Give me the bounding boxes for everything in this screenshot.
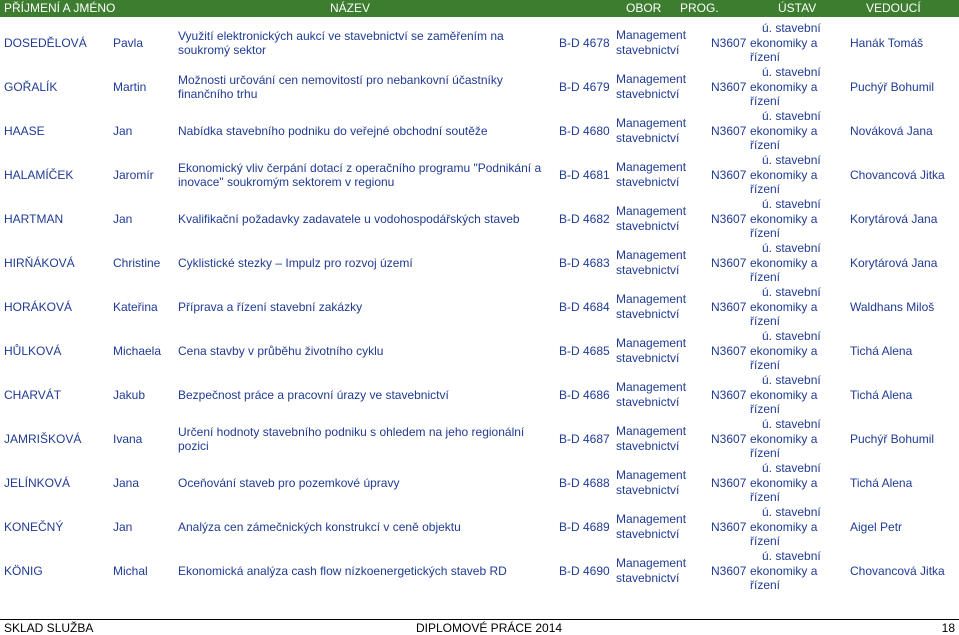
column-header-bar (0, 0, 959, 17)
table-row (0, 329, 959, 373)
institute (750, 549, 846, 593)
institute-line3: řízení (750, 182, 781, 197)
study-field-line1: Management (616, 292, 687, 306)
table-row (0, 241, 959, 285)
study-field (616, 417, 704, 461)
table-row (0, 21, 959, 65)
thesis-code: B-D 4679 (559, 80, 610, 94)
page-number: 18 (941, 621, 955, 635)
student-surname: GOŘALÍK (4, 80, 58, 94)
thesis-code: B-D 4690 (559, 564, 610, 578)
institute-line1: ú. stavební (762, 417, 821, 432)
study-program: N3607 (711, 476, 747, 490)
study-program: N3607 (711, 564, 747, 578)
institute (750, 417, 846, 461)
thesis-title: Ekonomický vliv čerpání dotací z operačního programu "Podnikání a inovace" soukromým sektorem v regionu (178, 161, 542, 189)
institute-line3: řízení (750, 578, 781, 593)
study-field-line2: stavebnictví (616, 571, 680, 585)
student-firstname: Jaromír (113, 168, 154, 182)
study-field (616, 21, 704, 65)
thesis-title: Příprava a řízení stavební zakázky (178, 300, 363, 314)
institute-line3: řízení (750, 314, 781, 329)
study-field-line1: Management (616, 556, 687, 570)
table-row (0, 153, 959, 197)
study-field (616, 109, 704, 153)
thesis-list (0, 21, 959, 593)
thesis-code: B-D 4686 (559, 388, 610, 402)
institute-line3: řízení (750, 50, 781, 65)
thesis-code: B-D 4681 (559, 168, 610, 182)
thesis-title: Možnosti určování cen nemovitostí pro nebankovní účastníky finančního trhu (178, 73, 503, 101)
institute-line2: ekonomiky a (750, 563, 818, 578)
supervisor-name: Tichá Alena (850, 344, 913, 358)
study-field-line2: stavebnictví (616, 439, 680, 453)
student-firstname: Michaela (113, 344, 162, 358)
study-field-line2: stavebnictví (616, 395, 680, 409)
study-program: N3607 (711, 344, 747, 358)
study-field-line1: Management (616, 248, 687, 262)
study-program: N3607 (711, 36, 747, 50)
institute-line2: ekonomiky a (750, 79, 818, 94)
student-surname: KONEČNÝ (4, 520, 64, 534)
institute-line2: ekonomiky a (750, 387, 818, 402)
thesis-title: Nabídka stavebního podniku do veřejné obchodní soutěže (178, 124, 488, 138)
student-firstname: Jan (113, 212, 133, 226)
supervisor-name: Hanák Tomáš (850, 36, 924, 50)
supervisor-name: Chovancová Jitka (850, 564, 945, 578)
footer-center: DIPLOMOVÉ PRÁCE 2014 (416, 621, 563, 635)
thesis-title: Cyklistické stezky – Impulz pro rozvoj území (178, 256, 413, 270)
thesis-title: Kvalifikační požadavky zadavatele u vodohospodářských staveb (178, 212, 520, 226)
study-program: N3607 (711, 520, 747, 534)
study-program: N3607 (711, 388, 747, 402)
thesis-title: Ekonomická analýza cash flow nízkoenergetických staveb RD (178, 564, 507, 578)
study-field-line1: Management (616, 468, 687, 482)
student-surname: HALAMÍČEK (4, 168, 74, 182)
supervisor-name: Puchýř Bohumil (850, 80, 935, 94)
institute-line3: řízení (750, 402, 781, 417)
thesis-title: Bezpečnost práce a pracovní úrazy ve stavebnictví (178, 388, 449, 402)
thesis-title: Určení hodnoty stavebního podniku s ohledem na jeho regionální pozici (178, 425, 525, 453)
student-firstname: Ivana (113, 432, 143, 446)
institute (750, 329, 846, 373)
institute (750, 505, 846, 549)
institute-line1: ú. stavební (762, 65, 821, 80)
institute-line1: ú. stavební (762, 285, 821, 300)
thesis-code: B-D 4684 (559, 300, 610, 314)
footer-left: SKLAD SLUŽBA (4, 621, 94, 635)
study-field (616, 65, 704, 109)
study-field (616, 153, 704, 197)
thesis-title: Oceňování staveb pro pozemkové úpravy (178, 476, 400, 490)
institute (750, 197, 846, 241)
institute-line2: ekonomiky a (750, 475, 818, 490)
study-field-line1: Management (616, 512, 687, 526)
institute (750, 21, 846, 65)
institute-line2: ekonomiky a (750, 211, 818, 226)
student-firstname: Jan (113, 124, 133, 138)
institute-line2: ekonomiky a (750, 299, 818, 314)
supervisor-name: Korytárová Jana (850, 212, 938, 226)
institute-line3: řízení (750, 446, 781, 461)
institute-line3: řízení (750, 226, 781, 241)
study-program: N3607 (711, 212, 747, 226)
supervisor-name: Nováková Jana (850, 124, 933, 138)
thesis-code: B-D 4685 (559, 344, 610, 358)
institute (750, 241, 846, 285)
supervisor-name: Aigel Petr (850, 520, 903, 534)
student-firstname: Martin (113, 80, 147, 94)
table-row (0, 461, 959, 505)
institute (750, 285, 846, 329)
supervisor-name: Puchýř Bohumil (850, 432, 935, 446)
table-row (0, 197, 959, 241)
institute (750, 461, 846, 505)
study-field-line1: Management (616, 380, 687, 394)
institute-line1: ú. stavební (762, 241, 821, 256)
student-surname: DOSEDĚLOVÁ (4, 36, 87, 50)
thesis-code: B-D 4689 (559, 520, 610, 534)
table-row (0, 285, 959, 329)
supervisor-name: Tichá Alena (850, 388, 913, 402)
institute-line3: řízení (750, 94, 781, 109)
thesis-code: B-D 4688 (559, 476, 610, 490)
student-firstname: Pavla (113, 36, 144, 50)
student-surname: CHARVÁT (4, 388, 62, 402)
student-surname: HORÁKOVÁ (4, 300, 73, 314)
study-field-line1: Management (616, 28, 687, 42)
institute-line2: ekonomiky a (750, 519, 818, 534)
study-field-line2: stavebnictví (616, 175, 680, 189)
institute (750, 373, 846, 417)
student-surname: HŮLKOVÁ (4, 344, 62, 358)
study-program: N3607 (711, 80, 747, 94)
institute-line2: ekonomiky a (750, 167, 818, 182)
institute-line1: ú. stavební (762, 373, 821, 388)
study-field-line1: Management (616, 204, 687, 218)
institute-line1: ú. stavební (762, 197, 821, 212)
student-surname: KÖNIG (4, 564, 43, 578)
table-row (0, 65, 959, 109)
thesis-code: B-D 4682 (559, 212, 610, 226)
institute-line1: ú. stavební (762, 549, 821, 564)
institute-line1: ú. stavební (762, 109, 821, 124)
thesis-code: B-D 4687 (559, 432, 610, 446)
institute-line2: ekonomiky a (750, 343, 818, 358)
header-field: OBOR (626, 1, 662, 15)
header-institute: ÚSTAV (778, 1, 817, 15)
institute-line1: ú. stavební (762, 153, 821, 168)
institute-line3: řízení (750, 138, 781, 153)
student-surname: JELÍNKOVÁ (4, 476, 71, 490)
institute (750, 65, 846, 109)
study-field (616, 505, 704, 549)
institute-line1: ú. stavební (762, 21, 821, 36)
study-program: N3607 (711, 124, 747, 138)
institute-line1: ú. stavební (762, 461, 821, 476)
thesis-title: Cena stavby v průběhu životního cyklu (178, 344, 384, 358)
study-program: N3607 (711, 168, 747, 182)
table-row (0, 373, 959, 417)
student-surname: JAMRIŠKOVÁ (4, 432, 82, 446)
student-firstname: Jana (113, 476, 140, 490)
supervisor-name: Korytárová Jana (850, 256, 938, 270)
student-firstname: Jan (113, 520, 133, 534)
study-field-line2: stavebnictví (616, 131, 680, 145)
institute-line3: řízení (750, 534, 781, 549)
study-field-line2: stavebnictví (616, 87, 680, 101)
study-field-line2: stavebnictví (616, 351, 680, 365)
institute (750, 109, 846, 153)
study-field (616, 241, 704, 285)
table-row (0, 109, 959, 153)
header-program: PROG. (680, 1, 719, 15)
header-supervisor: VEDOUCÍ (866, 1, 921, 15)
student-firstname: Kateřina (113, 300, 158, 314)
thesis-code: B-D 4678 (559, 36, 610, 50)
student-firstname: Jakub (113, 388, 146, 402)
institute-line3: řízení (750, 490, 781, 505)
table-row (0, 417, 959, 461)
study-program: N3607 (711, 432, 747, 446)
study-field-line2: stavebnictví (616, 263, 680, 277)
student-surname: HAASE (4, 124, 45, 138)
study-field-line2: stavebnictví (616, 43, 680, 57)
study-field-line1: Management (616, 336, 687, 350)
thesis-title: Využití elektronických aukcí ve stavebnictví se zaměřením na soukromý sektor (178, 29, 504, 57)
student-firstname: Michal (113, 564, 148, 578)
study-field-line1: Management (616, 160, 687, 174)
study-program: N3607 (711, 256, 747, 270)
supervisor-name: Waldhans Miloš (850, 300, 935, 314)
study-field (616, 373, 704, 417)
study-field (616, 285, 704, 329)
header-name: PŘÍJMENÍ A JMÉNO (4, 1, 116, 15)
page-footer (0, 619, 959, 635)
study-field (616, 329, 704, 373)
study-field (616, 549, 704, 593)
study-field-line1: Management (616, 116, 687, 130)
student-firstname: Christine (113, 256, 161, 270)
study-field (616, 197, 704, 241)
thesis-title: Analýza cen zámečnických konstrukcí v ceně objektu (178, 520, 461, 534)
student-surname: HARTMAN (4, 212, 64, 226)
study-field-line2: stavebnictví (616, 307, 680, 321)
supervisor-name: Tichá Alena (850, 476, 913, 490)
institute-line1: ú. stavební (762, 505, 821, 520)
table-row (0, 549, 959, 593)
institute-line2: ekonomiky a (750, 255, 818, 270)
thesis-code: B-D 4680 (559, 124, 610, 138)
header-title: NÁZEV (330, 1, 371, 15)
study-field-line1: Management (616, 72, 687, 86)
study-field-line2: stavebnictví (616, 527, 680, 541)
institute-line2: ekonomiky a (750, 123, 818, 138)
study-field-line2: stavebnictví (616, 483, 680, 497)
table-row (0, 505, 959, 549)
institute-line2: ekonomiky a (750, 431, 818, 446)
thesis-code: B-D 4683 (559, 256, 610, 270)
institute (750, 153, 846, 197)
institute-line1: ú. stavební (762, 329, 821, 344)
institute-line2: ekonomiky a (750, 35, 818, 50)
supervisor-name: Chovancová Jitka (850, 168, 945, 182)
study-field (616, 461, 704, 505)
student-surname: HIRŇÁKOVÁ (4, 256, 75, 270)
study-field-line2: stavebnictví (616, 219, 680, 233)
study-program: N3607 (711, 300, 747, 314)
institute-line3: řízení (750, 270, 781, 285)
study-field-line1: Management (616, 424, 687, 438)
institute-line3: řízení (750, 358, 781, 373)
